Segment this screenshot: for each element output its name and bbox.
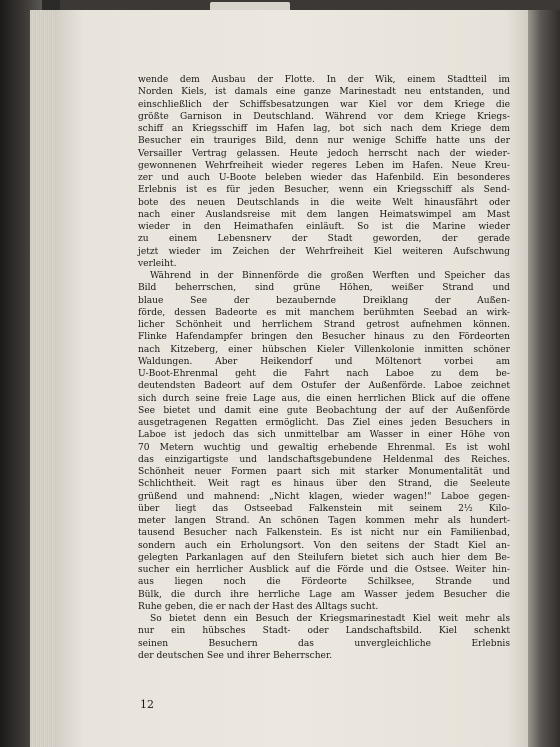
- text-line: deutendsten Badeort auf dem Ostufer der Außenförde. Laboe zeichnet: [138, 381, 510, 392]
- text-line: blaue See der bezaubernde Dreiklang der Außen-: [138, 295, 510, 306]
- text-line: Flinke Hafendampfer bringen den Besucher hinaus zu den Fördeorten: [138, 332, 510, 343]
- text-line: Schlichtheit. Weit ragt es hinaus über den Strand, die Seeleute: [138, 479, 510, 490]
- text-line: Norden Kiels, ist damals eine ganze Marinestadt neu entstanden, und: [138, 87, 510, 98]
- text-line: Bild beherrschen, sind grüne Höhen, weißer Strand und: [138, 283, 510, 294]
- text-line: sondern auch ein Erholungsort. Von den seitens der Stadt Kiel an-: [138, 540, 510, 551]
- text-line: nach Kitzeberg, einer hübschen Kieler Villenkolonie inmitten schöner: [138, 344, 510, 355]
- text-line: So bietet denn ein Besuch der Kriegsmarinestadt Kiel weit mehr als: [150, 614, 510, 624]
- text-line: Bülk, die durch ihre herrliche Lage am Wasser jedem Besucher die: [138, 589, 510, 600]
- page-number: 12: [140, 698, 154, 711]
- text-line: gewonnenen Wehrfreiheit wieder regeres Leben im Hafen. Neue Kreu-: [138, 160, 510, 171]
- text-line: 70 Metern wuchtig und gewaltig erhebende Ehrenmal. Es ist wohl: [138, 442, 510, 453]
- text-line: sucher ein herrlicher Ausblick auf die Förde und die Ostsee. Weiter hin-: [138, 565, 510, 575]
- text-line: zu einem Lebensnerv der Stadt geworden, der gerade: [138, 234, 510, 245]
- text-line: Waldungen. Aber Heikendorf und Möltenort vorbei am: [138, 356, 510, 367]
- text-line: grüßend und mahnend: „Nicht klagen, wieder wagen!" Laboe gegen-: [138, 491, 510, 502]
- body-text: [138, 74, 510, 662]
- text-line: U-Boot-Ehrenmal geht die Fahrt nach Laboe zu dem be-: [138, 369, 510, 379]
- text-line: See bietet und damit eine gute Beobachtung der auf der Außenförde: [138, 405, 510, 416]
- text-line: licher Schönheit und herrlichem Strand getrost aufnehmen können.: [138, 320, 510, 330]
- paragraph: [138, 613, 510, 662]
- text-line: jetzt wieder im Zeichen der Wehrfreiheit Kiel weiteren Aufschwung: [138, 246, 510, 257]
- text-line: wieder in den Heimathafen einläuft. So ist die Marine wieder: [138, 222, 510, 232]
- text-line: verleiht.: [138, 258, 177, 269]
- text-line: ausgetragenen Regatten ermöglicht. Das Ziel eines jeden Besuchers in: [138, 418, 510, 428]
- text-line: Laboe ist jedoch das sich unmittelbar am Wasser in einer Höhe von: [138, 430, 510, 441]
- text-line: zer und auch U-Boote beleben wieder das Hafenbild. Ein besonderes: [138, 173, 510, 183]
- text-line: meter langen Strand. An schönen Tagen kommen mehr als hundert-: [138, 516, 510, 526]
- text-line: schiff an Kriegsschiff im Hafen lag, bot sich nach dem Kriege dem: [138, 124, 510, 134]
- page-right-shadow: [528, 10, 560, 747]
- text-line: Versailler Vertrag gelassen. Heute jedoch herrscht nach der wieder-: [138, 148, 510, 159]
- text-line: sich durch seine freie Lage aus, die einen herrlichen Blick auf die offene: [138, 393, 510, 404]
- paragraph: [138, 74, 510, 270]
- text-line: Besucher ein trauriges Bild, denn nur wenige Schiffe hatte uns der: [138, 136, 510, 147]
- text-line: über liegt das Ostseebad Falkenstein mit seinem 2½ Kilo-: [138, 503, 510, 514]
- text-line: der deutschen See und ihrer Beherrscher.: [138, 650, 333, 661]
- text-line: tausend Besucher nach Falkenstein. Es ist nicht nur ein Familienbad,: [138, 528, 510, 539]
- text-line: wende dem Ausbau der Flotte. In der Wik, einem Stadtteil im: [138, 75, 510, 85]
- text-line: größte Garnison in Deutschland. Während vor dem Kriege Kriegs-: [138, 111, 510, 122]
- paragraph: [138, 270, 510, 613]
- text-line: einschließlich der Schiffsbesatzungen war Kiel vor dem Kriege die: [138, 99, 510, 110]
- text-line: seinen Besuchern das unvergleichliche Erlebnis: [138, 638, 510, 649]
- text-line: bote des neuen Deutschlands in die weite Welt hinausfährt oder: [138, 197, 510, 208]
- text-line: nach einer Auslandsreise mit dem langen Heimatswimpel am Mast: [138, 209, 510, 220]
- text-line: Erlebnis ist es für jeden Besucher, wenn ein Kriegsschiff als Send-: [138, 185, 510, 196]
- text-line: gelegten Parkanlagen auf den Steilufern bietet sich auch hier dem Be-: [138, 552, 510, 563]
- text-line: Schönheit neuer Formen paart sich mit starker Monumentalität und: [138, 467, 510, 477]
- text-line: nur ein hübsches Stadt- oder Landschaftsbild. Kiel schenkt: [138, 626, 510, 637]
- text-line: förde, dessen Badeorte es mit manchem berühmten Seebad an wirk-: [138, 307, 510, 318]
- text-line: Während in der Binnenförde die großen Werften und Speicher das: [150, 271, 510, 281]
- text-line: das einzigartigste und landschaftsgebundene Heldenmal des Reiches.: [138, 454, 510, 465]
- text-line: aus liegen noch die Fördeorte Schilksee, Strande und: [138, 577, 510, 588]
- text-line: Ruhe geben, die er nach der Hast des Alltags sucht.: [138, 601, 379, 612]
